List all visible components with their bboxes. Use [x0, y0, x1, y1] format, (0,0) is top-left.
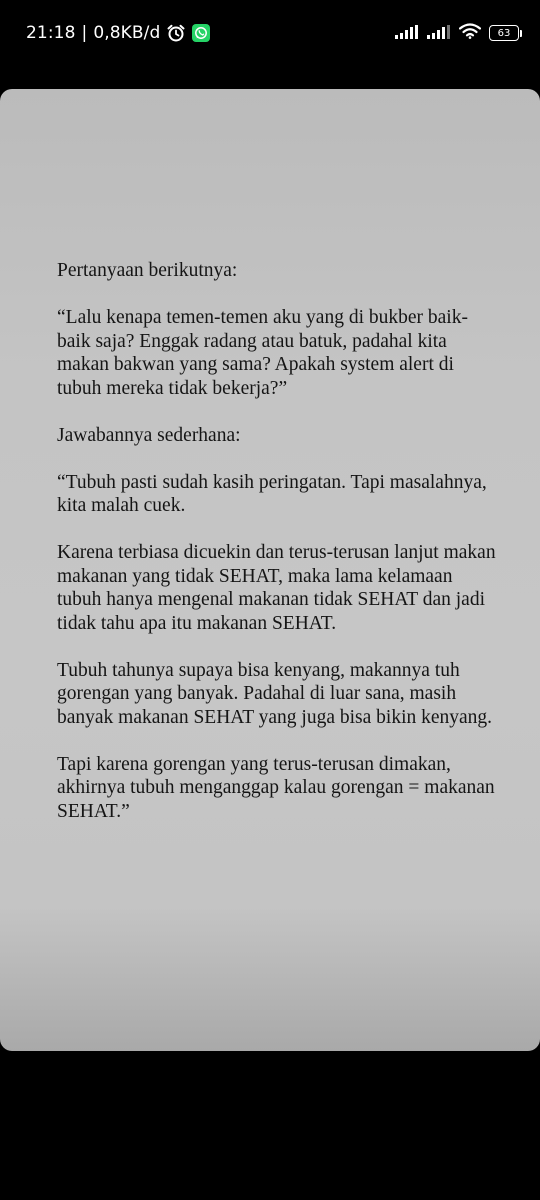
paragraph: Tubuh tahunya supaya bisa kenyang, makannya tuh gorengan yang banyak. Padahal di luar sana, masih banyak makanan SEHAT yang juga bisa bikin kenyang. — [57, 659, 493, 728]
paragraph: “Tubuh pasti sudah kasih peringatan. Tapi masalahnya, kita malah cuek. — [57, 471, 487, 516]
paragraph: Pertanyaan berikutnya: — [57, 260, 238, 281]
battery-group — [489, 25, 522, 41]
alarm-icon — [166, 23, 186, 43]
paragraph: “Lalu kenapa temen-temen aku yang di bukber baik-baik saja? Enggak radang atau batuk, padahal kita makan bakwan yang sama? Apakah system alert di tubuh mereka tidak bekerja?” — [57, 307, 468, 399]
battery-terminal — [520, 30, 522, 37]
signal-icon — [427, 24, 451, 43]
article-image-card[interactable] — [0, 89, 540, 1051]
status-left-group — [26, 21, 210, 45]
network-speed: 0,8KB/d — [93, 23, 161, 43]
battery-icon — [489, 25, 519, 41]
article-text — [57, 259, 497, 847]
battery-level: 63 — [497, 27, 511, 39]
whatsapp-icon — [192, 24, 210, 42]
status-separator: | — [81, 23, 88, 43]
wifi-icon — [459, 23, 481, 43]
status-bar — [0, 0, 540, 66]
signal-icon — [395, 24, 419, 43]
paragraph: Karena terbiasa dicuekin dan terus-terusan lanjut makan makanan yang tidak SEHAT, maka lama kelamaan tubuh hanya mengenal makanan tidak SEHAT dan jadi tidak tahu apa itu makanan SEHAT. — [57, 542, 496, 634]
status-right-group — [395, 22, 522, 44]
clock-time: 21:18 — [26, 23, 76, 43]
paragraph: Jawabannya sederhana: — [57, 424, 241, 446]
paragraph: Tapi karena gorengan yang terus-terusan dimakan, akhirnya tubuh menganggap kalau gorengan = makanan SEHAT.” — [57, 753, 495, 822]
